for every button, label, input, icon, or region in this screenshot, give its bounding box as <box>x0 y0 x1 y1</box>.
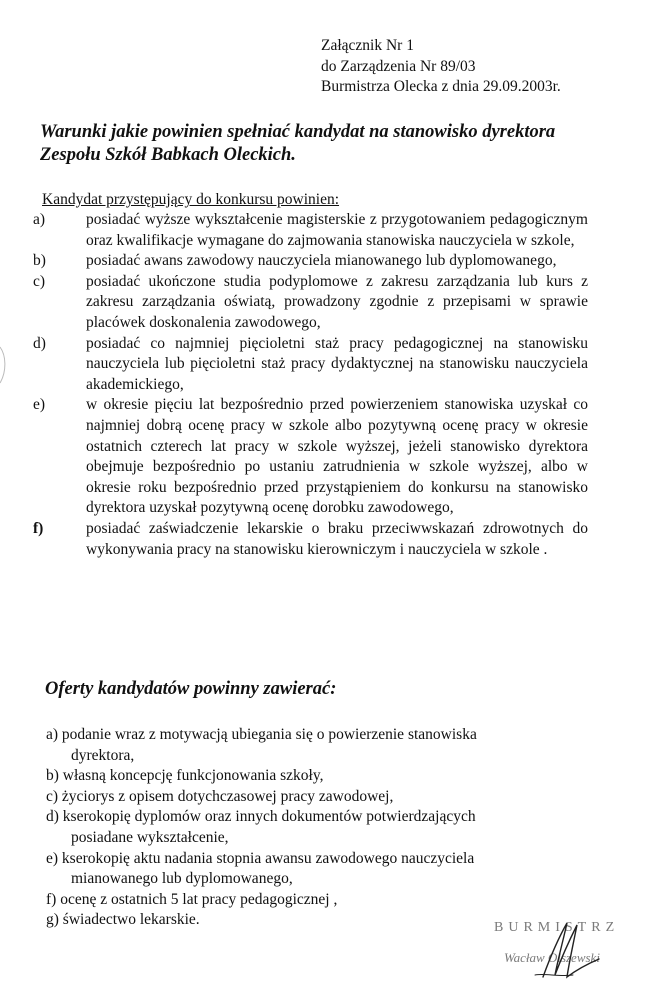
offer-text: własną koncepcję funkcjonowania szkoły, <box>62 767 324 785</box>
annex-number: Załącznik Nr 1 <box>321 37 414 54</box>
offer-text-continuation: dyrektora, <box>71 746 135 764</box>
offer-label: b) <box>46 767 59 785</box>
offer-item <box>46 725 546 766</box>
requirement-label: d) <box>33 334 46 352</box>
offer-text: ocenę z ostatnich 5 lat pracy pedagogicznej , <box>60 890 338 908</box>
annex-issuer-date: Burmistrza Olecka z dnia 29.09.2003r. <box>321 78 561 95</box>
offer-text: życiorys z opisem dotychczasowej pracy zawodowej, <box>61 787 394 805</box>
offer-text-continuation: posiadane wykształcenie, <box>71 828 229 846</box>
stamp-name: Wacław Olszewski <box>504 950 600 965</box>
requirement-label: c) <box>33 272 46 290</box>
scan-edge-mark-icon <box>0 345 10 385</box>
requirement-item <box>28 395 588 519</box>
requirement-item <box>28 334 588 396</box>
offers-title: Oferty kandydatów powinny zawierać: <box>45 679 337 699</box>
requirement-text: posiadać awans zawodowy nauczyciela mianowanego lub dyplomowanego, <box>86 252 557 270</box>
annex-header <box>321 36 561 98</box>
offer-item <box>46 890 546 911</box>
offer-text: kserokopię aktu nadania stopnia awansu zawodowego nauczyciela <box>61 849 475 867</box>
offer-text: świadectwo lekarskie. <box>62 911 200 929</box>
offer-label: c) <box>46 787 59 805</box>
requirement-text: posiadać zaświadczenie lekarskie o braku przeciwwskazań zdrowotnych do wykonywania pracy na stanowisku kierowniczym i nauczyciela w szkole . <box>86 519 588 558</box>
requirement-label: a) <box>33 211 46 228</box>
requirement-item <box>28 251 588 272</box>
document-title: Warunki jakie powinien spełniać kandydat na stanowisko dyrektora Zespołu Szkół Babkach Oleckich. <box>40 122 556 165</box>
requirement-text: posiadać ukończone studia podyplomowe z zakresu zarządzania lub kurs z zakresu zarządzania oświatą, prowadzony zgodnie z przepisami w sprawie placówek doskonalenia zawodowego, <box>86 272 588 331</box>
offers-list <box>46 725 546 931</box>
offer-text: kserokopię dyplomów oraz innych dokumentów potwierdzających <box>62 808 476 826</box>
requirement-item <box>28 519 588 560</box>
offer-text: podanie wraz z motywacją ubiegania się o powierzenie stanowiska <box>61 726 477 743</box>
requirement-item <box>28 210 588 251</box>
offer-item <box>46 766 546 787</box>
requirement-label: e) <box>33 396 46 414</box>
requirement-label: f) <box>33 519 44 537</box>
offer-item <box>46 807 546 848</box>
requirements-list <box>28 210 588 560</box>
requirements-intro: Kandydat przystępujący do konkursu powinien: <box>42 191 340 208</box>
offer-item <box>46 910 546 931</box>
stamp-title: BURMISTRZ <box>494 920 620 935</box>
annex-ordinance: do Zarządzenia Nr 89/03 <box>321 57 476 75</box>
offer-label: g) <box>46 911 59 929</box>
offer-label: f) <box>46 890 57 908</box>
offer-label: a) <box>46 726 59 743</box>
requirement-label: b) <box>33 252 46 270</box>
requirement-item <box>28 272 588 334</box>
offer-item <box>46 849 546 890</box>
handwritten-signature-icon <box>525 915 615 985</box>
offer-text-continuation: mianowanego lub dyplomowanego, <box>71 870 293 888</box>
offer-item <box>46 787 546 808</box>
requirement-text: w okresie pięciu lat bezpośrednio przed powierzeniem stanowiska uzyskał co najmniej dobrą ocenę pracy w szkole albo pozytywną ocenę pracy w okresie ostatnich czterech lat pracy w szkole wyższej, jeżeli stanowisko dyrektora obejmuje bezpośrednio po ustaniu zatrudnienia w szkole wyższej, albo w okresie roku bezpośrednio przed przystąpieniem do konkursu na stanowisko dyrektora uzyskał pozytywną ocenę dorobku zawodowego, <box>86 396 588 517</box>
offer-label: e) <box>46 849 59 867</box>
offer-label: d) <box>46 808 59 826</box>
requirement-text: posiadać wyższe wykształcenie magisterskie z przygotowaniem pedagogicznym oraz kwalifikacje wymagane do zajmowania stanowiska nauczyciela w szkole, <box>86 211 588 249</box>
requirement-text: posiadać co najmniej pięcioletni staż pracy pedagogicznej na stanowisku nauczyciela lub pięcioletni staż pracy dydaktycznej na stanowisku nauczyciela akademickiego, <box>86 334 588 393</box>
